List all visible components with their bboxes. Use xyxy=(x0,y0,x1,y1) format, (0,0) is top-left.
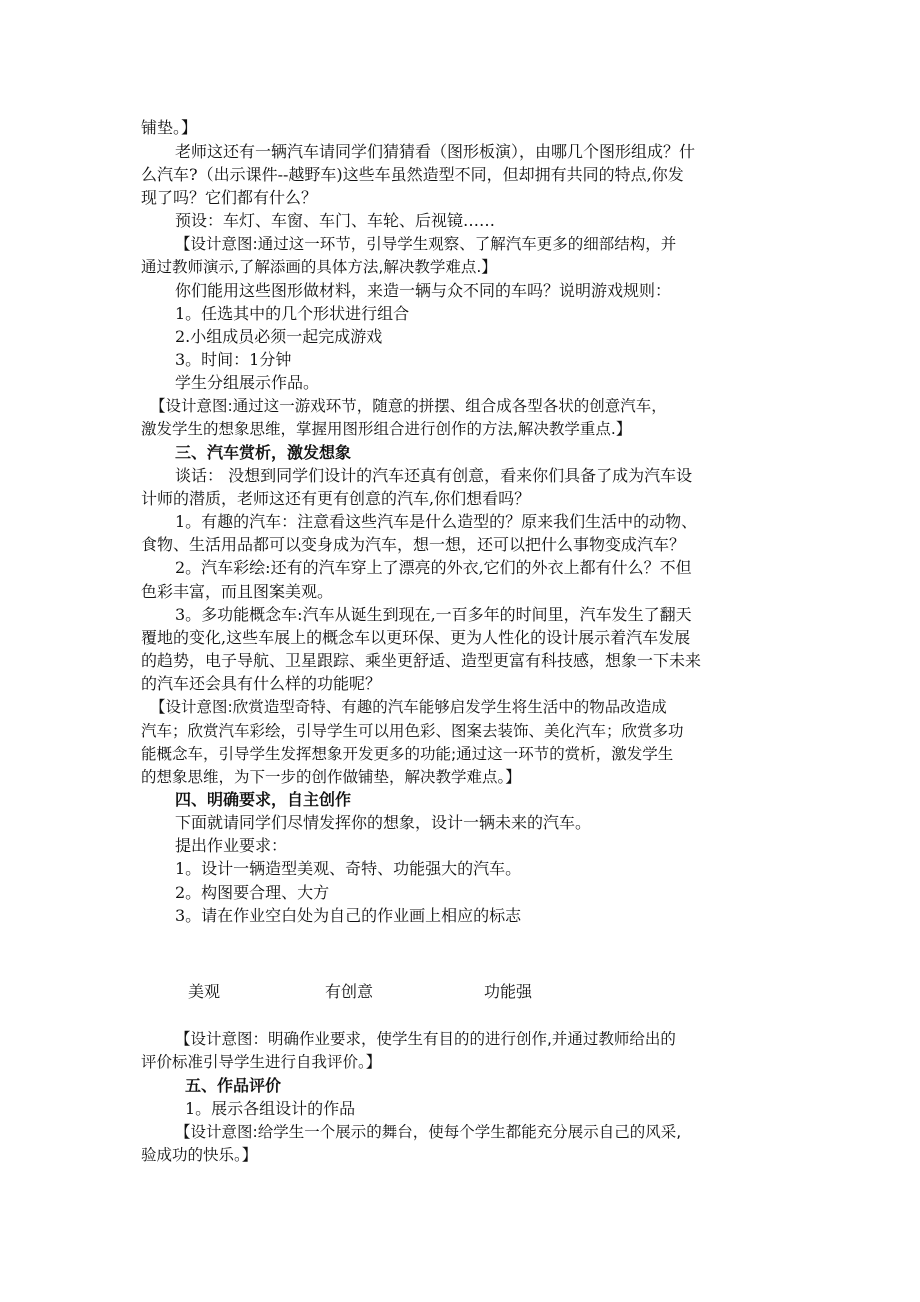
section-heading: 五、作品评价 xyxy=(185,1076,282,1095)
design-intent-note: 激发学生的想象思维，掌握用图形组合进行创作的方法,解决教学重点.】 xyxy=(141,420,632,438)
list-item: 1。任选其中的几个形状进行组合 xyxy=(175,304,410,323)
list-item: 2。汽车彩绘:还有的汽车穿上了漂亮的外衣,它们的外衣上都有什么？不但 xyxy=(175,558,692,577)
text-line: 下面就请同学们尽情发挥你的想象，设计一辆未来的汽车。 xyxy=(175,813,592,832)
list-item: 2。构图要合理、大方 xyxy=(175,883,330,902)
list-item: 1。展示各组设计的作品 xyxy=(185,1099,356,1118)
text-line: 铺垫。】 xyxy=(141,118,198,137)
text-line: 么汽车?（出示课件--越野车)这些车虽然造型不同，但却拥有共同的特点,你发 xyxy=(141,165,684,184)
text-line: 的汽车还会具有什么样的功能呢？ xyxy=(141,674,382,693)
design-intent-note: 【设计意图:通过这一环节，引导学生观察、了解汽车更多的细部结构，并 xyxy=(175,235,677,253)
criterion-label: 功能强 xyxy=(484,982,533,1001)
text-line: 计师的潜质，老师这还有更有创意的汽车,你们想看吗？ xyxy=(141,489,531,508)
text-line: 学生分组展示作品。 xyxy=(175,373,320,392)
text-line: 提出作业要求： xyxy=(175,836,288,855)
list-item: 2.小组成员必须一起完成游戏 xyxy=(175,327,383,346)
criterion-label: 有创意 xyxy=(325,982,374,1001)
list-item: 1。设计一辆造型美观、奇特、功能强大的汽车。 xyxy=(175,859,522,878)
section-heading: 三、汽车赏析，激发想象 xyxy=(175,443,352,462)
criterion-label: 美观 xyxy=(188,982,221,1001)
design-intent-note: 能概念车，引导学生发挥想象开发更多的功能;通过这一环节的赏析，激发学生 xyxy=(141,745,674,763)
design-intent-note: 【设计意图:欣赏造型奇特、有趣的汽车能够启发学生将生活中的物品改造成 xyxy=(150,698,667,716)
text-line: 老师这还有一辆汽车请同学们猜猜看（图形板演），由哪几个图形组成？什 xyxy=(175,142,696,161)
design-intent-note: 【设计意图:通过这一游戏环节，随意的拼摆、组合成各型各状的创意汽车， xyxy=(150,397,667,415)
text-line: 现了吗？它们都有什么？ xyxy=(141,188,318,207)
design-intent-note: 的想象思维，为下一步的创作做铺垫，解决教学难点。】 xyxy=(141,768,521,786)
list-item: 3。多功能概念车:汽车从诞生到现在,一百多年的时间里，汽车发生了翻天 xyxy=(175,605,692,624)
text-line: 色彩丰富，而且图案美观。 xyxy=(141,582,334,601)
design-intent-note: 评价标准引导学生进行自我评价。】 xyxy=(141,1053,382,1071)
design-intent-note: 汽车；欣赏汽车彩绘，引导学生可以用色彩、图案去装饰、美化汽车；欣赏多功 xyxy=(141,722,684,740)
list-item: 3。请在作业空白处为自己的作业画上相应的标志 xyxy=(175,906,522,925)
design-intent-note: 【设计意图:给学生一个展示的舞台，使每个学生都能充分展示自己的风采, xyxy=(175,1123,682,1141)
section-heading: 四、明确要求，自主创作 xyxy=(175,790,352,809)
text-line: 食物、生活用品都可以变身成为汽车，想一想，还可以把什么事物变成汽车？ xyxy=(141,535,686,554)
design-intent-note: 【设计意图：明确作业要求，使学生有目的的进行创作,并通过教师给出的 xyxy=(175,1030,676,1048)
design-intent-note: 验成功的快乐。】 xyxy=(141,1146,258,1164)
text-line: 你们能用这些图形做材料，来造一辆与众不同的车吗？说明游戏规则： xyxy=(175,281,672,300)
list-item: 3。时间：1分钟 xyxy=(175,350,292,369)
text-line: 谈话： 没想到同学们设计的汽车还真有创意，看来你们具备了成为汽车设 xyxy=(175,466,693,485)
list-item: 1。有趣的汽车：注意看这些汽车是什么造型的？原来我们生活中的动物、 xyxy=(175,512,698,531)
text-line: 的趋势，电子导航、卫星跟踪、乘坐更舒适、造型更富有科技感，想象一下未来 xyxy=(141,651,702,670)
text-line: 覆地的变化,这些车展上的概念车以更环保、更为人性化的设计展示着汽车发展 xyxy=(141,628,691,647)
text-line: 预设：车灯、车窗、车门、车轮、后视镜…… xyxy=(175,211,496,230)
design-intent-note: 通过教师演示,了解添画的具体方法,解决教学难点.】 xyxy=(141,258,497,276)
